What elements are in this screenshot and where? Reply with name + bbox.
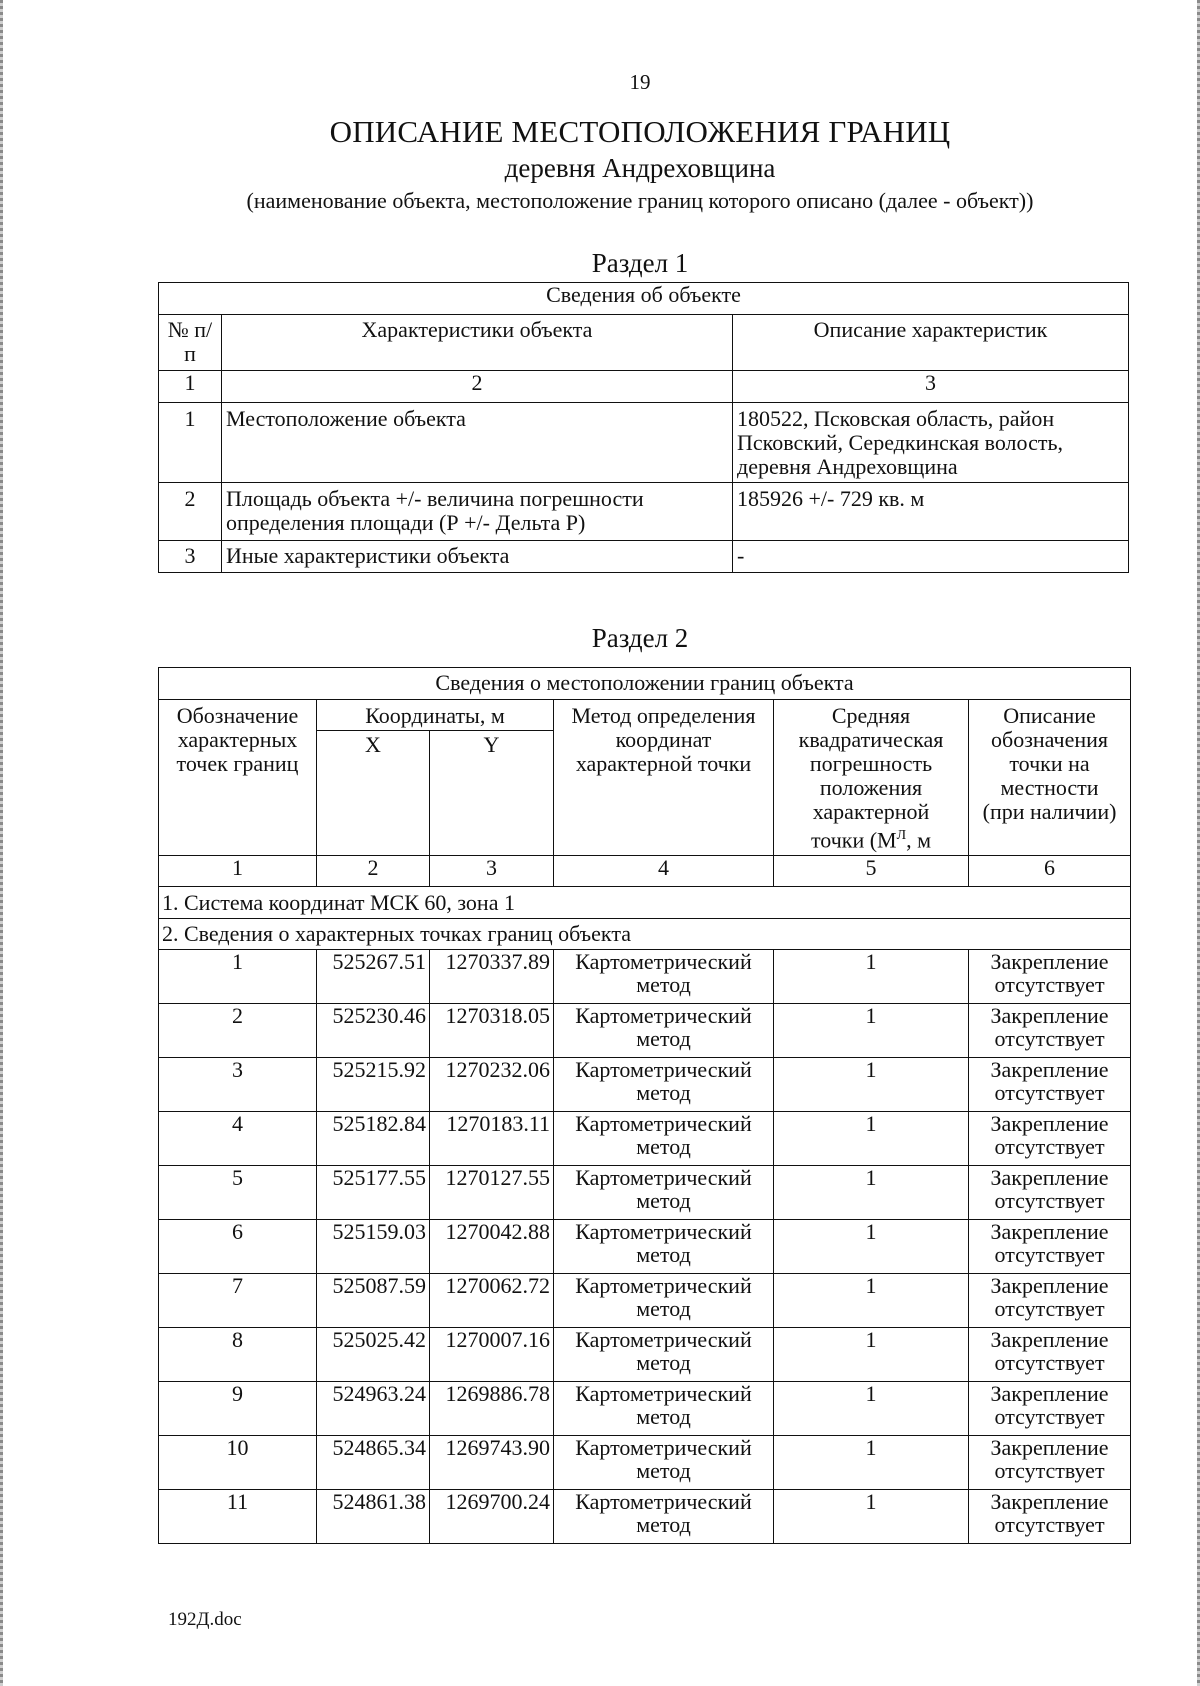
header-accuracy-sup: Л <box>896 828 907 843</box>
points-caption: 2. Сведения о характерных точках границ объекта <box>159 919 1131 950</box>
point-method: метод <box>636 1458 691 1483</box>
point-y: 1270318.05 <box>430 1004 554 1058</box>
row-characteristic: Иные характеристики объекта <box>222 541 733 573</box>
point-method: Картометрический <box>575 1219 752 1244</box>
row-num: 3 <box>159 541 222 573</box>
table-row <box>159 950 1131 1004</box>
point-accuracy: 1 <box>774 1328 969 1382</box>
table-row <box>159 1166 1131 1220</box>
header-note-line: (при наличии) <box>982 799 1117 824</box>
point-note: отсутствует <box>994 1512 1105 1537</box>
points-body <box>159 950 1131 1544</box>
index-cell: 5 <box>774 856 969 887</box>
point-x: 525182.84 <box>317 1112 430 1166</box>
header-note-line: точки на <box>1009 751 1090 776</box>
point-accuracy: 1 <box>774 1382 969 1436</box>
point-note: Закрепление <box>990 1111 1109 1136</box>
point-id: 6 <box>159 1220 317 1274</box>
point-accuracy: 1 <box>774 1274 969 1328</box>
point-method: Картометрический <box>575 1489 752 1514</box>
point-y: 1270232.06 <box>430 1058 554 1112</box>
header-accuracy-line: погрешность <box>809 751 933 776</box>
point-id: 7 <box>159 1274 317 1328</box>
point-note: Закрепление <box>990 1435 1109 1460</box>
index-cell: 1 <box>159 856 317 887</box>
point-method: метод <box>636 1188 691 1213</box>
point-y: 1270007.16 <box>430 1328 554 1382</box>
index-cell: 3 <box>733 371 1129 403</box>
point-method: метод <box>636 1242 691 1267</box>
point-y: 1269886.78 <box>430 1382 554 1436</box>
point-note: отсутствует <box>994 1296 1105 1321</box>
point-method: Картометрический <box>575 949 752 974</box>
header-designation-line: Обозначение <box>176 703 299 728</box>
point-note: отсутствует <box>994 972 1105 997</box>
header-method-line: Метод определения <box>571 703 756 728</box>
point-accuracy: 1 <box>774 1436 969 1490</box>
row-num: 2 <box>159 483 222 541</box>
point-method: Картометрический <box>575 1435 752 1460</box>
point-note: отсутствует <box>994 1080 1105 1105</box>
header-accuracy-line: Средняя <box>831 703 911 728</box>
point-method: метод <box>636 1080 691 1105</box>
row-description-line: Псковский, Середкинская волость, <box>737 430 1063 455</box>
point-accuracy: 1 <box>774 1112 969 1166</box>
header-method-line: характерной точки <box>575 751 752 776</box>
point-accuracy: 1 <box>774 1058 969 1112</box>
point-note: отсутствует <box>994 1242 1105 1267</box>
header-description: Описание характеристик <box>733 315 1129 371</box>
point-x: 524963.24 <box>317 1382 430 1436</box>
row-description: 185926 +/- 729 кв. м <box>733 483 1129 541</box>
index-cell: 2 <box>222 371 733 403</box>
boundary-caption: Сведения о местоположении границ объекта <box>159 668 1131 700</box>
table-row <box>159 1436 1131 1490</box>
point-method: Картометрический <box>575 1273 752 1298</box>
point-x: 524861.38 <box>317 1490 430 1544</box>
point-note: Закрепление <box>990 949 1109 974</box>
point-id: 8 <box>159 1328 317 1382</box>
table-row <box>159 1490 1131 1544</box>
header-note-line: обозначения <box>991 727 1109 752</box>
point-accuracy: 1 <box>774 950 969 1004</box>
header-x: X <box>317 731 430 856</box>
row-characteristic-line: определения площади (Р +/- Дельта Р) <box>226 510 586 535</box>
header-characteristic: Характеристики объекта <box>222 315 733 371</box>
point-y: 1269743.90 <box>430 1436 554 1490</box>
point-x: 525267.51 <box>317 950 430 1004</box>
point-method: Картометрический <box>575 1327 752 1352</box>
header-coordinates: Координаты, м <box>317 700 554 731</box>
point-x: 525159.03 <box>317 1220 430 1274</box>
point-y: 1270062.72 <box>430 1274 554 1328</box>
point-id: 5 <box>159 1166 317 1220</box>
point-method: Картометрический <box>575 1003 752 1028</box>
point-x: 525087.59 <box>317 1274 430 1328</box>
point-id: 1 <box>159 950 317 1004</box>
page-number: 19 <box>629 70 651 94</box>
point-id: 9 <box>159 1382 317 1436</box>
table-row <box>159 1220 1131 1274</box>
point-note: отсутствует <box>994 1458 1105 1483</box>
point-note: Закрепление <box>990 1003 1109 1028</box>
table-row <box>159 1274 1131 1328</box>
point-method: метод <box>636 1296 691 1321</box>
point-accuracy: 1 <box>774 1220 969 1274</box>
point-note: Закрепление <box>990 1057 1109 1082</box>
row-description-line: деревня Андреховщина <box>737 454 958 479</box>
row-characteristic: Местоположение объекта <box>222 403 733 483</box>
header-accuracy-suffix: , м <box>906 827 932 853</box>
point-note: Закрепление <box>990 1327 1109 1352</box>
point-id: 3 <box>159 1058 317 1112</box>
point-y: 1270042.88 <box>430 1220 554 1274</box>
header-accuracy-line: положения <box>819 775 923 800</box>
table-row <box>159 541 1129 573</box>
point-method: Картометрический <box>575 1057 752 1082</box>
table-row <box>159 1382 1131 1436</box>
point-note: Закрепление <box>990 1489 1109 1514</box>
point-note: отсутствует <box>994 1350 1105 1375</box>
point-accuracy: 1 <box>774 1004 969 1058</box>
object-name-note: (наименование объекта, местоположение границ которого описано (далее - объект)) <box>246 188 1034 213</box>
point-note: Закрепление <box>990 1219 1109 1244</box>
point-x: 525177.55 <box>317 1166 430 1220</box>
point-x: 524865.34 <box>317 1436 430 1490</box>
point-x: 525025.42 <box>317 1328 430 1382</box>
point-id: 10 <box>159 1436 317 1490</box>
point-note: отсутствует <box>994 1188 1105 1213</box>
object-info-caption: Сведения об объекте <box>159 283 1129 315</box>
header-accuracy-prefix: точки (М <box>810 827 897 853</box>
point-x: 525215.92 <box>317 1058 430 1112</box>
point-y: 1270183.11 <box>430 1112 554 1166</box>
point-id: 4 <box>159 1112 317 1166</box>
index-cell: 1 <box>159 371 222 403</box>
row-num: 1 <box>159 403 222 483</box>
header-note-line: Описание <box>1003 703 1096 728</box>
file-name: 192Д.doc <box>168 1609 242 1630</box>
object-name: деревня Андреховщина <box>504 153 776 183</box>
header-method-line: координат <box>615 727 712 752</box>
point-x: 525230.46 <box>317 1004 430 1058</box>
table-row <box>159 483 1129 541</box>
point-method: метод <box>636 1026 691 1051</box>
row-description: - <box>733 541 1129 573</box>
point-note: отсутствует <box>994 1404 1105 1429</box>
point-y: 1270337.89 <box>430 950 554 1004</box>
table-row <box>159 403 1129 483</box>
section1-title: Раздел 1 <box>591 248 689 278</box>
point-note: Закрепление <box>990 1381 1109 1406</box>
point-note: Закрепление <box>990 1165 1109 1190</box>
point-id: 11 <box>159 1490 317 1544</box>
document-title: ОПИСАНИЕ МЕСТОПОЛОЖЕНИЯ ГРАНИЦ <box>329 114 951 149</box>
index-cell: 6 <box>969 856 1131 887</box>
point-y: 1270127.55 <box>430 1166 554 1220</box>
point-method: Картометрический <box>575 1111 752 1136</box>
point-method: Картометрический <box>575 1381 752 1406</box>
header-y: Y <box>430 731 554 856</box>
point-method: метод <box>636 1134 691 1159</box>
point-note: отсутствует <box>994 1026 1105 1051</box>
point-id: 2 <box>159 1004 317 1058</box>
point-note: отсутствует <box>994 1134 1105 1159</box>
header-designation-line: характерных <box>177 727 298 752</box>
index-cell: 2 <box>317 856 430 887</box>
index-cell: 4 <box>554 856 774 887</box>
point-accuracy: 1 <box>774 1166 969 1220</box>
point-method: метод <box>636 1404 691 1429</box>
object-info-table <box>158 282 1129 573</box>
table-row <box>159 1328 1131 1382</box>
table-row <box>159 1112 1131 1166</box>
header-accuracy-line: квадратическая <box>798 727 944 752</box>
point-method: метод <box>636 1350 691 1375</box>
point-method: Картометрический <box>575 1165 752 1190</box>
table-row <box>159 1004 1131 1058</box>
point-note: Закрепление <box>990 1273 1109 1298</box>
row-description-line: 180522, Псковская область, район <box>737 406 1055 431</box>
section2-title: Раздел 2 <box>591 623 689 653</box>
point-y: 1269700.24 <box>430 1490 554 1544</box>
row-characteristic-line: Площадь объекта +/- величина погрешности <box>226 486 644 511</box>
boundary-points-table <box>158 667 1131 1544</box>
header-accuracy-line: характерной <box>812 799 930 824</box>
point-accuracy: 1 <box>774 1490 969 1544</box>
index-cell: 3 <box>430 856 554 887</box>
table-row <box>159 1058 1131 1112</box>
coordinate-system: 1. Система координат МСК 60, зона 1 <box>159 887 1131 919</box>
point-method: метод <box>636 972 691 997</box>
point-method: метод <box>636 1512 691 1537</box>
header-num: № п/п <box>159 315 222 371</box>
header-note-line: местности <box>1000 775 1099 800</box>
header-accuracy-line <box>777 824 965 852</box>
header-designation-line: точек границ <box>176 751 299 776</box>
